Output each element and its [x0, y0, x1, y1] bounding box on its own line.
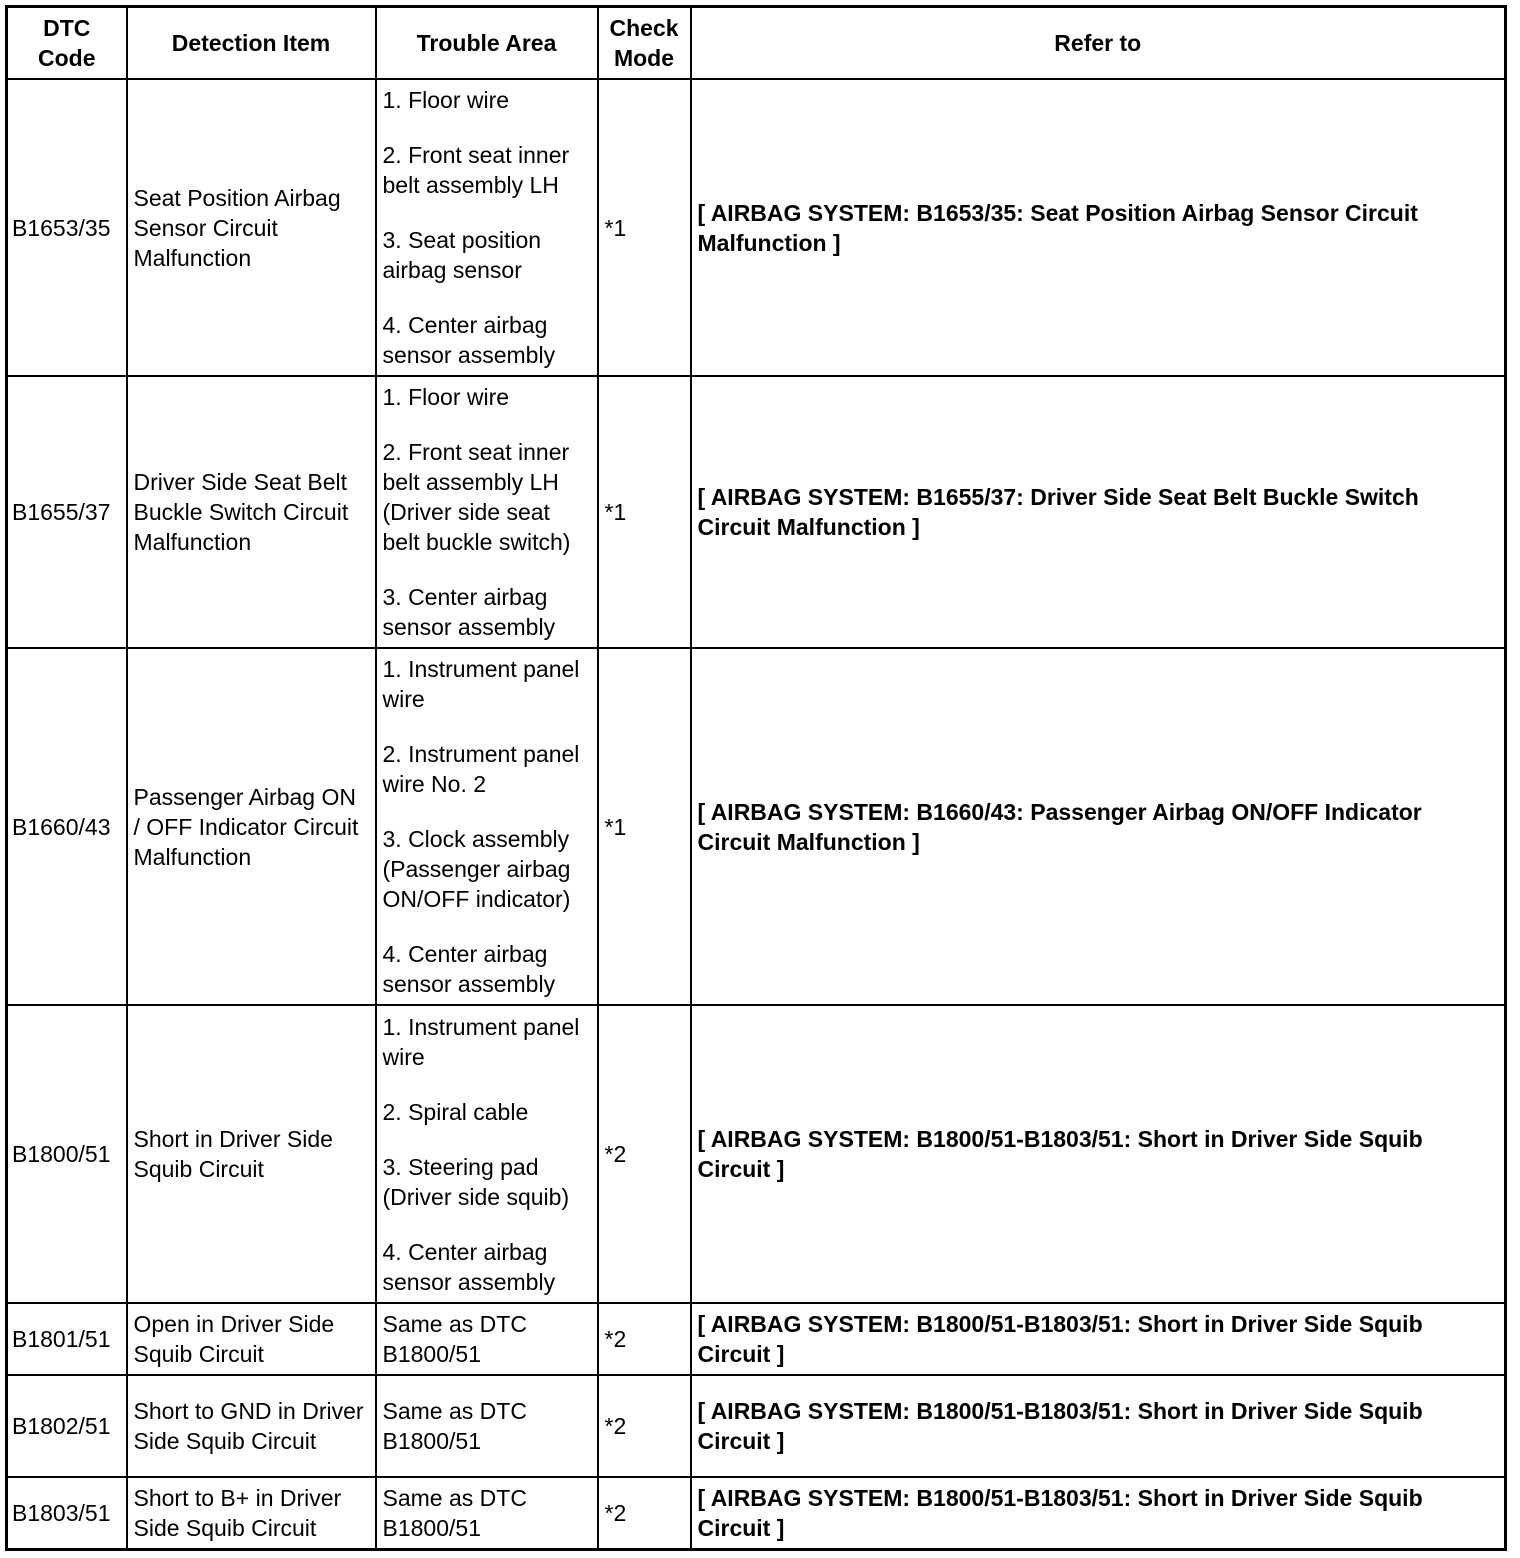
refer-to-link[interactable]: [ AIRBAG SYSTEM: B1800/51-B1803/51: Short in Driver Side Squib Circuit ]	[691, 1477, 1506, 1549]
trouble-area-cell	[376, 1303, 598, 1375]
table-row	[7, 1477, 1506, 1549]
header-refer-to: Refer to	[691, 7, 1506, 80]
trouble-area-cell	[376, 1005, 598, 1303]
trouble-area-item: 4. Center airbag sensor assembly	[382, 312, 556, 368]
check-mode-cell: *2	[598, 1375, 691, 1477]
refer-to-link[interactable]: [ AIRBAG SYSTEM: B1800/51-B1803/51: Short in Driver Side Squib Circuit ]	[691, 1375, 1506, 1477]
trouble-area-item: Same as DTC B1800/51	[382, 1398, 527, 1454]
trouble-area-cell	[376, 648, 598, 1005]
table-row	[7, 648, 1506, 1005]
refer-to-link[interactable]: [ AIRBAG SYSTEM: B1800/51-B1803/51: Short in Driver Side Squib Circuit ]	[691, 1303, 1506, 1375]
check-mode-cell: *1	[598, 376, 691, 648]
trouble-area-item: 1. Floor wire	[382, 87, 510, 113]
header-trouble-area: Trouble Area	[376, 7, 598, 80]
dtc-code-cell: B1803/51	[7, 1477, 127, 1549]
trouble-area-item: 3. Center airbag sensor assembly	[382, 584, 556, 640]
dtc-code-cell: B1801/51	[7, 1303, 127, 1375]
trouble-area-item: 3. Seat position airbag sensor	[382, 227, 542, 283]
detection-item-cell: Passenger Airbag ON / OFF Indicator Circuit Malfunction	[127, 648, 376, 1005]
trouble-area-item: Same as DTC B1800/51	[382, 1311, 527, 1367]
table-row	[7, 1303, 1506, 1375]
detection-item-cell: Open in Driver Side Squib Circuit	[127, 1303, 376, 1375]
trouble-area-item: Same as DTC B1800/51	[382, 1484, 527, 1541]
table-row	[7, 376, 1506, 648]
detection-item-cell: Short in Driver Side Squib Circuit	[127, 1005, 376, 1303]
trouble-area-item: 1. Instrument panel wire	[382, 656, 580, 712]
table-row	[7, 1375, 1506, 1477]
check-mode-cell: *2	[598, 1477, 691, 1549]
trouble-area-item: 3. Clock assembly (Passenger airbag ON/OFF indicator)	[382, 826, 571, 912]
header-detection-item: Detection Item	[127, 7, 376, 80]
detection-item-cell: Short to GND in Driver Side Squib Circuit	[127, 1375, 376, 1477]
dtc-code-cell: B1660/43	[7, 648, 127, 1005]
detection-item-cell: Seat Position Airbag Sensor Circuit Malfunction	[127, 79, 376, 376]
refer-to-link[interactable]: [ AIRBAG SYSTEM: B1660/43: Passenger Airbag ON/OFF Indicator Circuit Malfunction ]	[691, 648, 1506, 1005]
trouble-area-item: 2. Spiral cable	[382, 1098, 529, 1125]
dtc-code-cell: B1655/37	[7, 376, 127, 648]
trouble-area-item: 2. Front seat inner belt assembly LH (Driver side seat belt buckle switch)	[382, 439, 571, 555]
dtc-code-cell: B1653/35	[7, 79, 127, 376]
check-mode-cell: *2	[598, 1005, 691, 1303]
header-check-mode: Check Mode	[598, 7, 691, 80]
trouble-area-item: 4. Center airbag sensor assembly	[382, 941, 556, 997]
trouble-area-item: 2. Front seat inner belt assembly LH	[382, 142, 570, 198]
check-mode-cell: *1	[598, 79, 691, 376]
check-mode-cell: *1	[598, 648, 691, 1005]
trouble-area-cell	[376, 1375, 598, 1477]
trouble-area-cell	[376, 1477, 598, 1549]
dtc-code-cell: B1800/51	[7, 1005, 127, 1303]
detection-item-cell: Short to B+ in Driver Side Squib Circuit	[127, 1477, 376, 1549]
refer-to-link[interactable]: [ AIRBAG SYSTEM: B1800/51-B1803/51: Short in Driver Side Squib Circuit ]	[691, 1005, 1506, 1303]
header-row	[7, 7, 1506, 80]
trouble-area-cell	[376, 79, 598, 376]
trouble-area-cell	[376, 376, 598, 648]
trouble-area-item: 3. Steering pad (Driver side squib)	[382, 1153, 570, 1210]
detection-item-cell: Driver Side Seat Belt Buckle Switch Circuit Malfunction	[127, 376, 376, 648]
dtc-code-cell: B1802/51	[7, 1375, 127, 1477]
header-dtc-code: DTC Code	[7, 7, 127, 80]
check-mode-cell: *2	[598, 1303, 691, 1375]
trouble-area-item: 1. Instrument panel wire	[382, 1013, 580, 1070]
table-row	[7, 1005, 1506, 1303]
trouble-area-item: 2. Instrument panel wire No. 2	[382, 741, 580, 797]
table-row	[7, 79, 1506, 376]
dtc-table	[5, 5, 1507, 1551]
trouble-area-item: 1. Floor wire	[382, 384, 510, 410]
refer-to-link[interactable]: [ AIRBAG SYSTEM: B1655/37: Driver Side Seat Belt Buckle Switch Circuit Malfunction ]	[691, 376, 1506, 648]
trouble-area-item: 4. Center airbag sensor assembly	[382, 1238, 556, 1295]
refer-to-link[interactable]: [ AIRBAG SYSTEM: B1653/35: Seat Position Airbag Sensor Circuit Malfunction ]	[691, 79, 1506, 376]
